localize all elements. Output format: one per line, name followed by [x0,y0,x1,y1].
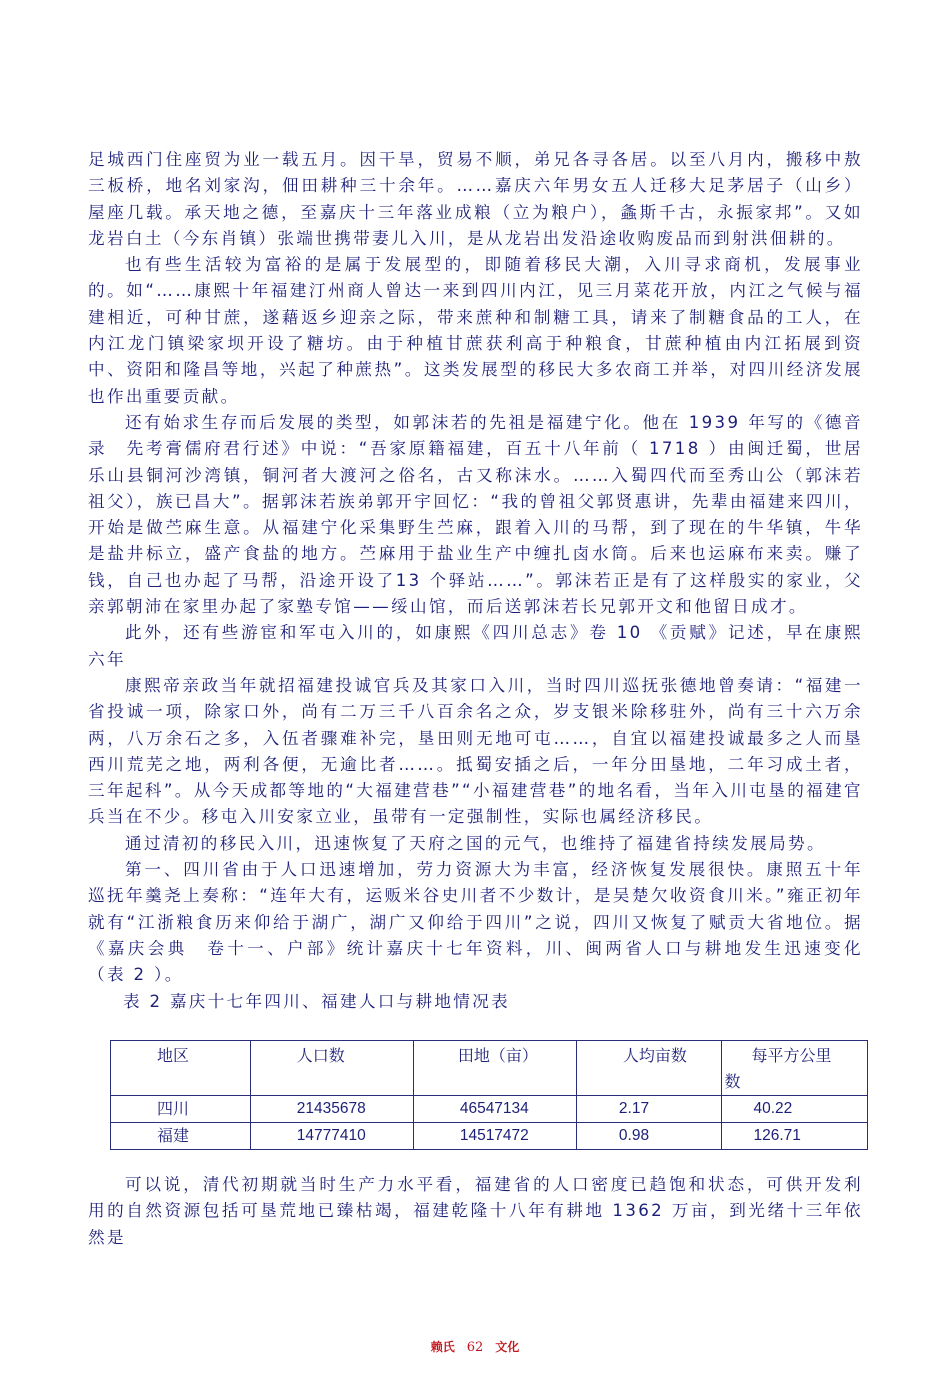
cell-density: 126.71 [721,1123,868,1150]
table-header-row [111,1041,868,1096]
paragraph-3: 还有始求生存而后发展的类型，如郭沫若的先祖是福建宁化。他在 1939 年写的《德音录 先考膏儒府君行述》中说：“吾家原籍福建，百五十八年前（ 1718 ）由闽迁蜀，世居乐山县铜河沙湾镇，铜河者大渡河之俗名，古又称沫水。……入蜀四代而至秀山公（郭沫若祖父），族已昌大”。据郭沫若族弟郭开宇回忆：“我的曾祖父郭贤惠讲，先辈由福建来四川，开始是做苎麻生意。从福建宁化采集野生苎麻，跟着入川的马帮，到了现在的牛华镇，牛华是盐井标立，盛产食盐的地方。苎麻用于盐业生产中缠扎卤水筒。后来也运麻布来卖。赚了钱，自己也办起了马帮，沿途开设了13 个驿站……”。郭沫若正是有了这样殷实的家业，父亲郭朝沛在家里办起了家塾专馆——绥山馆，而后送郭沫若长兄郭开文和他留日成才。 [88,412,863,617]
paragraph-7: 第一、四川省由于人口迅速增加，劳力资源大为丰富，经济恢复发展很快。康照五十年巡抚年羹尧上奏称：“连年大有，运贩米谷史川者不少数计，是吴楚欠收资食川米。”雍正初年就有“江浙粮食历来仰给于湖广，湖广又仰给于四川”之说，四川又恢复了赋贡大省地位。据《嘉庆会典 卷十一、户部》统计嘉庆十七年资料，川、闽两省人口与耕地发生迅速变化（表 2 ）。 [88,860,863,985]
footer-left-text: 赖氏 [430,1340,455,1354]
header-per-capita: 人均亩数 [576,1041,721,1096]
header-density [721,1041,868,1096]
paragraph-4: 此外，还有些游宦和军屯入川的，如康熙《四川总志》卷 10 《贡赋》记述，早在康熙六年 [88,623,863,669]
paragraph-5: 康熙帝亲政当年就招福建投诚官兵及其家口入川，当时四川巡抚张德地曾奏请：“福建一省投诚一项，除家口外，尚有二万三千八百余名之众，岁支银米除移驻外，尚有三十六万余两，八万余石之多，入伍者骤难补完，垦田则无地可屯……，自宜以福建投诚最多之人而垦西川荒芜之地，两利各便，无逾比者……。抵蜀安插之后，一年分田垦地，二年习成土者，三年起科”。从今天成都等地的“大福建营巷”“小福建营巷”的地名看，当年入川屯垦的福建官兵当在不少。移屯入川安家立业，虽带有一定强制性，实际也属经济移民。 [88,675,863,827]
article-body [88,147,863,1025]
cell-density: 40.22 [721,1096,868,1123]
cell-population: 21435678 [250,1096,413,1123]
table-row [111,1123,868,1150]
population-land-table [110,1040,868,1150]
paragraph-2: 也有些生活较为富裕的是属于发展型的，即随着移民大潮，入川寻求商机，发展事业的。如“……康熙十年福建汀州商人曾达一来到四川内江，见三月菜花开放，内江之气候与福建相近，可种甘蔗，遂藉返乡迎亲之际，带来蔗种和制糖工具，请来了制糖食品的工人，在内江龙门镇梁家坝开设了糖坊。由于种植甘蔗获利高于种粮食，甘蔗种植由内江拓展到资中、资阳和隆昌等地，兴起了种蔗热”。这类发展型的移民大多农商工并举，对四川经济发展也作出重要贡献。 [88,255,863,406]
cell-region: 福建 [111,1123,251,1150]
cell-per-capita: 2.17 [576,1096,721,1123]
paragraph-6: 通过清初的移民入川，迅速恢复了天府之国的元气，也维持了福建省持续发展局势。 [125,833,826,853]
cell-per-capita: 0.98 [576,1123,721,1150]
paragraph-closing: 可以说，清代初期就当时生产力水平看，福建省的人口密度已趋饱和状态，可供开发利用的自然资源包括可垦荒地已臻枯竭，福建乾隆十八年有耕地 1362 万亩，到光绪十三年依然是 [88,1175,863,1247]
footer-right-text: 文化 [495,1340,520,1354]
paragraph-1: 足城西门住座贸为业一载五月。因干旱，贸易不顺，弟兄各寻各居。以至八月内，搬移中敖三板桥，地名刘家沟，佃田耕种三十余年。……嘉庆六年男女五人迁移大足茅居子（山乡）屋座几载。承天地之德，至嘉庆十三年落业成粮（立为粮户），螽斯千古，永振家邦”。又如龙岩白土（今东肖镇）张端世携带妻儿入川，是从龙岩出发沿途收购废品而到射洪佃耕的。 [88,150,863,248]
table-row [111,1096,868,1123]
page-number: 62 [466,1340,484,1355]
page-footer [0,1338,950,1355]
cell-land: 14517472 [413,1123,576,1150]
cell-land: 46547134 [413,1096,576,1123]
closing-section [88,1172,863,1251]
cell-region: 四川 [111,1096,251,1123]
table-caption: 表 2 嘉庆十七年四川、福建人口与耕地情况表 [123,991,510,1011]
header-density-line2: 数 [724,1072,741,1091]
cell-population: 14777410 [250,1123,413,1150]
header-region: 地区 [111,1041,251,1096]
header-population: 人口数 [250,1041,413,1096]
header-land: 田地（亩） [413,1041,576,1096]
header-density-line1: 每平方公里 [751,1046,832,1065]
